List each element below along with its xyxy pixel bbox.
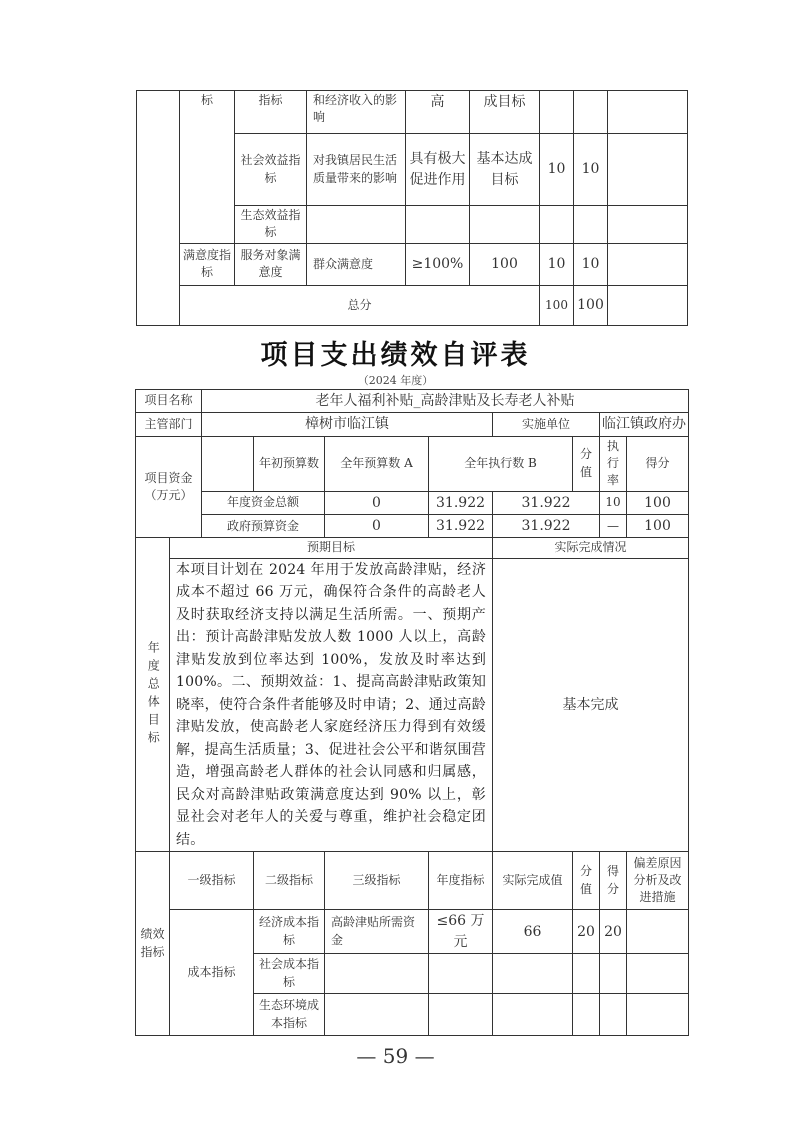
continuation-table xyxy=(136,90,688,326)
impl-value: 临江镇政府办 xyxy=(600,413,689,436)
ind-level2: 生态环境成本指标 xyxy=(254,994,325,1036)
ind-weight xyxy=(573,954,600,994)
funds-label: 项目资金（万元） xyxy=(136,436,202,538)
weight-cell: 10 xyxy=(540,134,574,206)
funds-weight-header: 分值 xyxy=(573,436,600,491)
ind-weight: 20 xyxy=(573,910,600,954)
ind-level2: 社会成本指标 xyxy=(254,954,325,994)
actual-cell: 100 xyxy=(470,243,540,285)
project-name-label: 项目名称 xyxy=(136,390,202,413)
ind-score xyxy=(600,954,627,994)
ind-level3-header: 三级指标 xyxy=(325,852,429,910)
level2-cell: 社会效益指标 xyxy=(235,134,307,206)
funds-weight: 10 xyxy=(600,491,627,514)
ind-level3 xyxy=(325,994,429,1036)
funds-rate: 100 xyxy=(627,491,689,514)
ind-level2: 经济成本指标 xyxy=(254,910,325,954)
weight-cell: 10 xyxy=(540,243,574,285)
level3-cell: 群众满意度 xyxy=(307,243,406,285)
ind-reason xyxy=(627,994,689,1036)
reason-cell xyxy=(608,134,688,206)
level2-cell: 指标 xyxy=(235,91,307,134)
actual-cell: 基本达成目标 xyxy=(470,134,540,206)
score-cell: 10 xyxy=(574,134,608,206)
ind-actual: 66 xyxy=(493,910,573,954)
ind-score: 20 xyxy=(600,910,627,954)
score-cell: 10 xyxy=(574,243,608,285)
ind-annual-header: 年度指标 xyxy=(429,852,493,910)
annual-cell: 高 xyxy=(406,91,470,134)
level1-cell: 满意度指标 xyxy=(180,243,235,285)
funds-rate-header: 执行率 xyxy=(600,436,627,491)
funds-initial: 0 xyxy=(325,491,429,514)
funds-rate: 100 xyxy=(627,515,689,538)
total-label: 总分 xyxy=(180,285,540,325)
ind-score-header: 得分 xyxy=(600,852,627,910)
weight-cell xyxy=(540,91,574,134)
project-name: 老年人福利补贴_高龄津贴及长寿老人补贴 xyxy=(202,390,689,413)
funds-budget: 31.922 xyxy=(429,491,493,514)
funds-score-header: 得分 xyxy=(627,436,689,491)
level2-cell: 生态效益指标 xyxy=(235,206,307,244)
score-cell xyxy=(574,91,608,134)
goals-label: 年度总体目标 xyxy=(136,538,170,852)
annual-cell: 具有极大促进作用 xyxy=(406,134,470,206)
ind-annual xyxy=(429,994,493,1036)
ind-weight-header: 分值 xyxy=(573,852,600,910)
funds-row-name: 年度资金总额 xyxy=(202,491,325,514)
funds-budget: 31.922 xyxy=(429,515,493,538)
page-title: 项目支出绩效自评表 xyxy=(260,340,531,371)
funds-initial-header: 年初预算数 xyxy=(254,436,325,491)
ind-actual xyxy=(493,994,573,1036)
cost-indicator-label: 成本指标 xyxy=(170,910,254,1036)
reason-cell xyxy=(608,91,688,134)
ind-level3 xyxy=(325,954,429,994)
dept-value: 樟树市临江镇 xyxy=(202,413,493,436)
reason-cell xyxy=(608,243,688,285)
total-weight: 100 xyxy=(540,285,574,325)
annual-cell: ≥100% xyxy=(406,243,470,285)
funds-initial: 0 xyxy=(325,515,429,538)
ind-actual xyxy=(493,954,573,994)
actual-completion-header: 实际完成情况 xyxy=(493,538,689,558)
funds-row-name: 政府预算资金 xyxy=(202,515,325,538)
table-row xyxy=(136,910,689,954)
ind-annual xyxy=(429,954,493,994)
impl-label: 实施单位 xyxy=(493,413,600,436)
blank-left-cell xyxy=(137,91,180,326)
table-row xyxy=(136,515,689,538)
table-row xyxy=(136,491,689,514)
funds-exec: 31.922 xyxy=(493,515,600,538)
level2-cell: 服务对象满意度 xyxy=(235,243,307,285)
level1-cell: 标 xyxy=(180,91,235,244)
ind-actual-header: 实际完成值 xyxy=(493,852,573,910)
ind-level1-header: 一级指标 xyxy=(170,852,254,910)
funds-exec-header: 全年执行数 B xyxy=(429,436,573,491)
ind-level2-header: 二级指标 xyxy=(254,852,325,910)
level3-cell: 和经济收入的影响 xyxy=(307,91,406,134)
ind-level3: 高龄津贴所需资金 xyxy=(325,910,429,954)
actual-completion-text: 基本完成 xyxy=(493,558,689,852)
evaluation-table xyxy=(135,389,689,1036)
total-score: 100 xyxy=(574,285,608,325)
indicators-label: 绩效指标 xyxy=(136,852,170,1036)
ind-reason-header: 偏差原因分析及改进措施 xyxy=(627,852,689,910)
ind-annual: ≤66 万元 xyxy=(429,910,493,954)
dept-label: 主管部门 xyxy=(136,413,202,436)
expected-goals-text: 本项目计划在 2024 年用于发放高龄津贴，经济成本不超过 66 万元，确保符合条件的高龄老人及时获取经济支持以满足生活所需。一、预期产出：预计高龄津贴发放人数 1000 人以上，高龄津贴发放到位率达到 100%，发放及时率达到 100%。二、预期效益：1、提高高龄津贴政策知晓率，使符合条件者能够及时申请；2、通过高龄津贴发放，使高龄老人家庭经济压力得到有效缓解，提高生活质量；3、促进社会公平和谐氛围营造，增强高龄老人群体的社会认同感和归属感，民众对高龄津贴政策满意度达到 90% 以上，彰显社会对老年人的关爱与尊重，维护社会稳定团结。 xyxy=(170,558,493,852)
ind-score xyxy=(600,994,627,1036)
ind-weight xyxy=(573,994,600,1036)
level3-cell: 对我镇居民生活质量带来的影响 xyxy=(307,134,406,206)
page-number: — 59 — xyxy=(356,1044,435,1068)
expected-goals-header: 预期目标 xyxy=(170,538,493,558)
ind-reason xyxy=(627,910,689,954)
year-label: （2024 年度） xyxy=(357,374,434,387)
funds-budget-header: 全年预算数 A xyxy=(325,436,429,491)
ind-reason xyxy=(627,954,689,994)
funds-weight: — xyxy=(600,515,627,538)
actual-cell: 成目标 xyxy=(470,91,540,134)
funds-exec: 31.922 xyxy=(493,491,600,514)
